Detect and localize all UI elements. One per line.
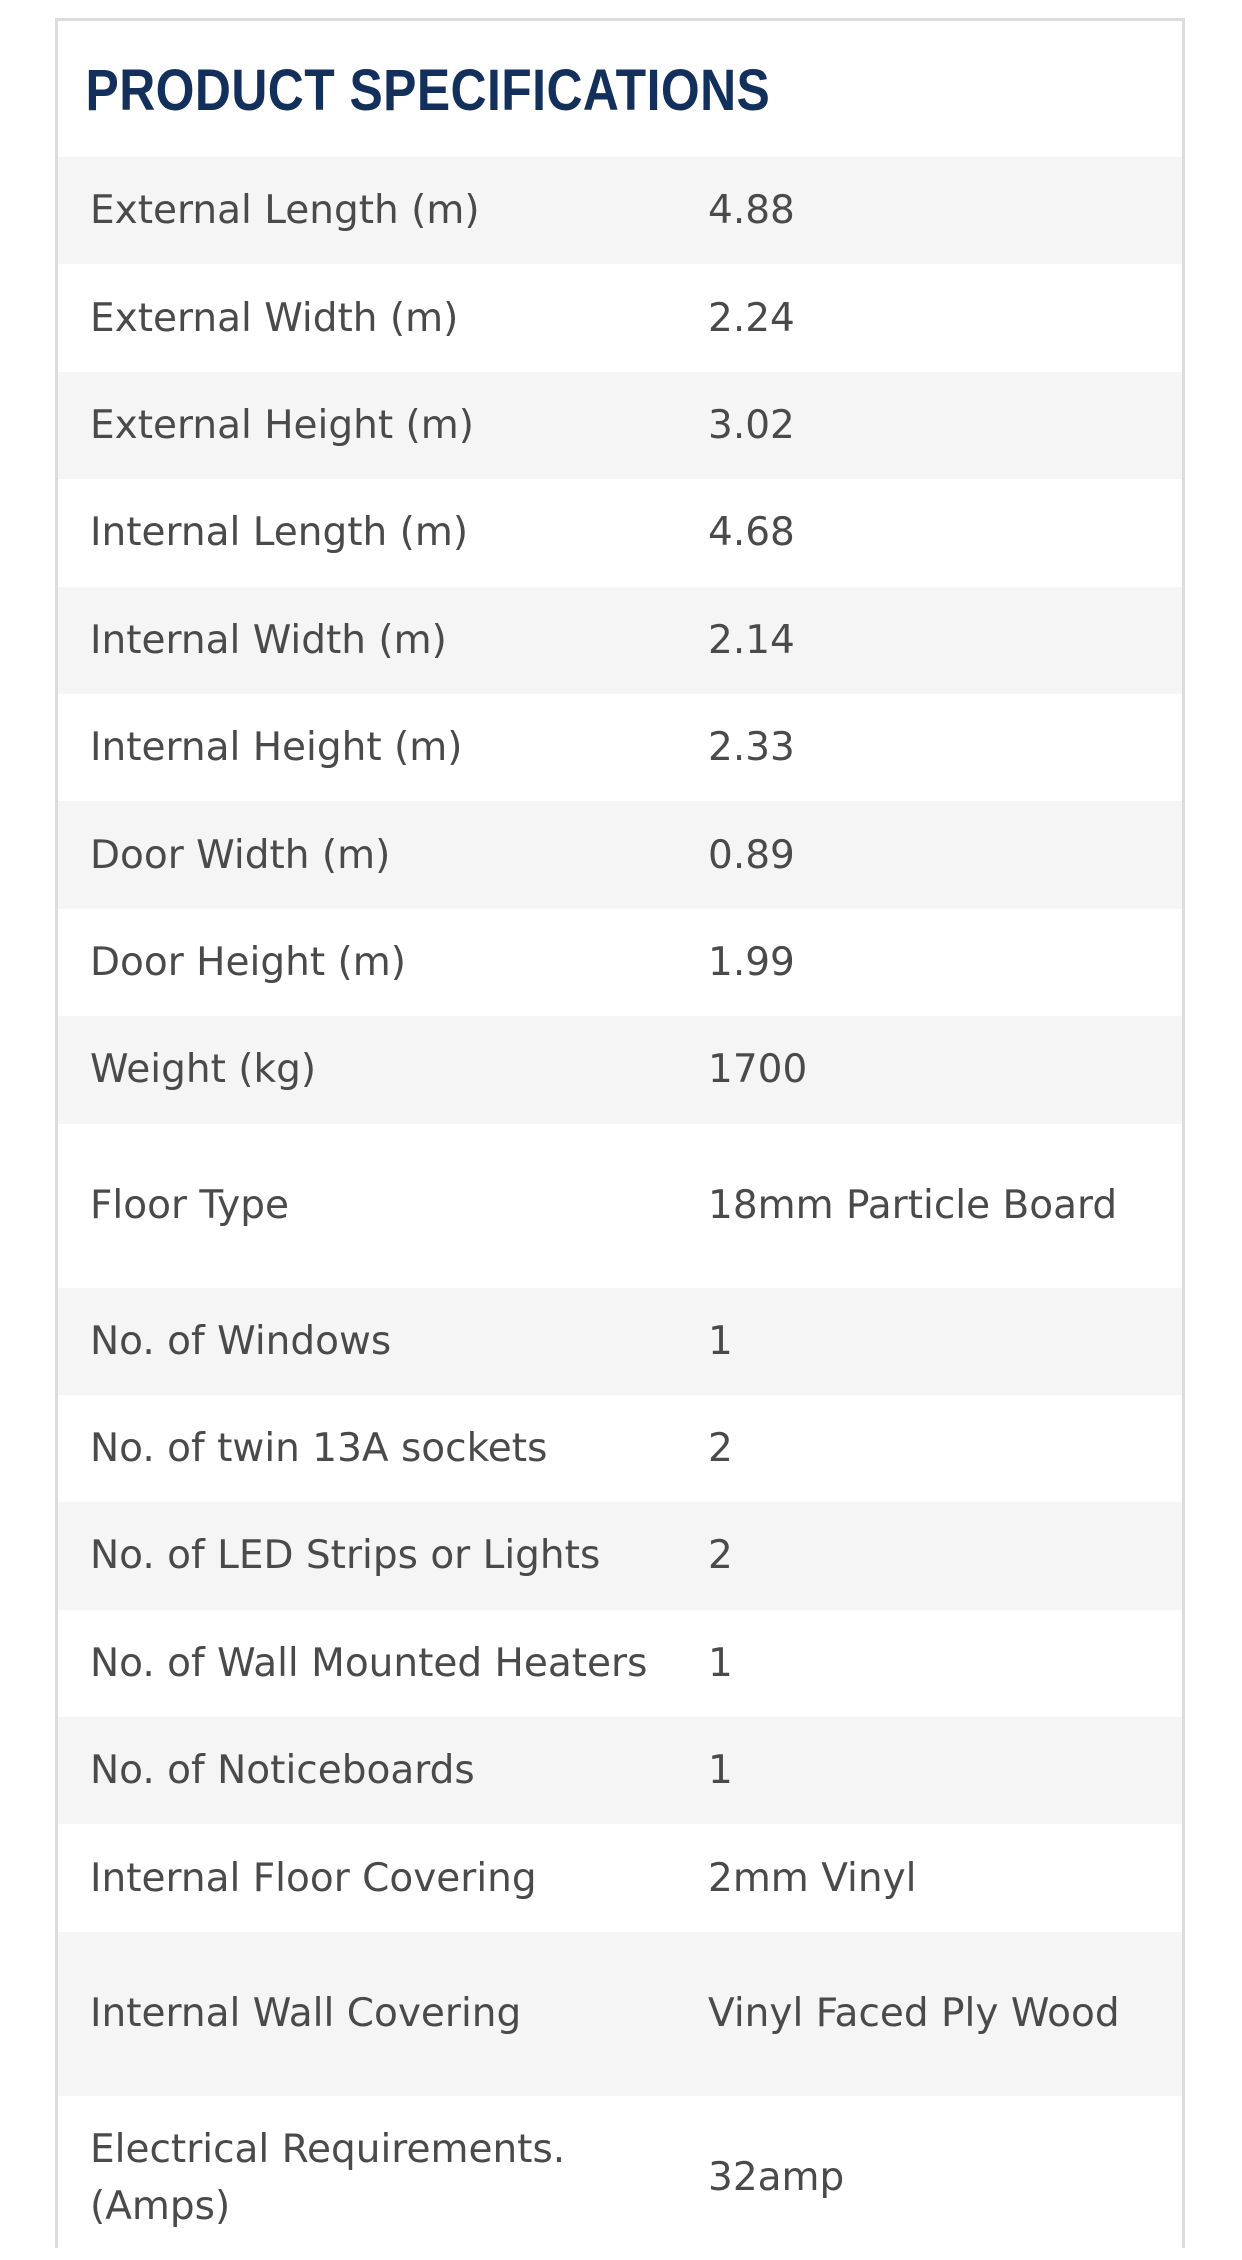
spec-value: 18mm Particle Board bbox=[708, 1183, 1118, 1229]
spec-label: Door Width (m) bbox=[90, 832, 391, 878]
spec-label: Floor Type bbox=[90, 1183, 289, 1229]
table-row bbox=[58, 587, 1182, 694]
spec-label: Internal Floor Covering bbox=[90, 1855, 537, 1901]
spec-value: 2 bbox=[708, 1533, 733, 1579]
table-row bbox=[58, 1288, 1182, 1395]
product-specifications-panel bbox=[55, 18, 1185, 2248]
spec-value: 2 bbox=[708, 1426, 733, 1472]
spec-label: Internal Width (m) bbox=[90, 617, 447, 663]
spec-label: No. of Wall Mounted Heaters bbox=[90, 1640, 648, 1686]
spec-label: Internal Wall Covering bbox=[90, 1991, 522, 2037]
spec-value: 2.24 bbox=[708, 295, 795, 341]
spec-value: 3.02 bbox=[708, 402, 795, 448]
spec-value: 4.88 bbox=[708, 188, 795, 234]
spec-label: External Length (m) bbox=[90, 188, 480, 234]
table-row bbox=[58, 694, 1182, 801]
table-row bbox=[58, 372, 1182, 479]
spec-label: No. of LED Strips or Lights bbox=[90, 1533, 601, 1579]
spec-value: 2.14 bbox=[708, 617, 795, 663]
table-row bbox=[58, 1824, 1182, 1931]
spec-value: 2.33 bbox=[708, 725, 795, 771]
spec-value: 1.99 bbox=[708, 939, 795, 985]
table-row bbox=[58, 909, 1182, 1016]
table-row bbox=[58, 1124, 1182, 1288]
table-row bbox=[58, 1932, 1182, 2096]
spec-label: External Width (m) bbox=[90, 295, 459, 341]
spec-value: 2mm Vinyl bbox=[708, 1855, 917, 1901]
table-row bbox=[58, 1610, 1182, 1717]
table-row bbox=[58, 1016, 1182, 1123]
table-row bbox=[58, 479, 1182, 586]
section-heading: PRODUCT SPECIFICATIONS bbox=[85, 58, 771, 123]
spec-value: 1 bbox=[708, 1640, 733, 1686]
spec-label: Weight (kg) bbox=[90, 1047, 317, 1093]
spec-value: 1 bbox=[708, 1748, 733, 1794]
spec-value: 4.68 bbox=[708, 510, 795, 556]
table-row bbox=[58, 801, 1182, 908]
spec-label: No. of Windows bbox=[90, 1318, 392, 1364]
spec-label: Internal Length (m) bbox=[90, 510, 469, 556]
spec-value: 32amp bbox=[708, 2155, 845, 2201]
table-row bbox=[58, 1717, 1182, 1824]
table-row bbox=[58, 157, 1182, 264]
spec-label: Door Height (m) bbox=[90, 939, 406, 985]
spec-value: 1700 bbox=[708, 1047, 808, 1093]
spec-label: Internal Height (m) bbox=[90, 725, 463, 771]
spec-label: Electrical Requirements. (Amps) bbox=[90, 2126, 566, 2229]
spec-label: No. of Noticeboards bbox=[90, 1748, 475, 1794]
table-row bbox=[58, 2096, 1182, 2260]
table-row bbox=[58, 264, 1182, 371]
specifications-table bbox=[58, 157, 1182, 2260]
spec-label: External Height (m) bbox=[90, 402, 474, 448]
spec-value: Vinyl Faced Ply Wood bbox=[708, 1991, 1120, 2037]
spec-value: 0.89 bbox=[708, 832, 795, 878]
spec-value: 1 bbox=[708, 1318, 733, 1364]
table-row bbox=[58, 1502, 1182, 1609]
table-row bbox=[58, 1395, 1182, 1502]
spec-label: No. of twin 13A sockets bbox=[90, 1426, 548, 1472]
